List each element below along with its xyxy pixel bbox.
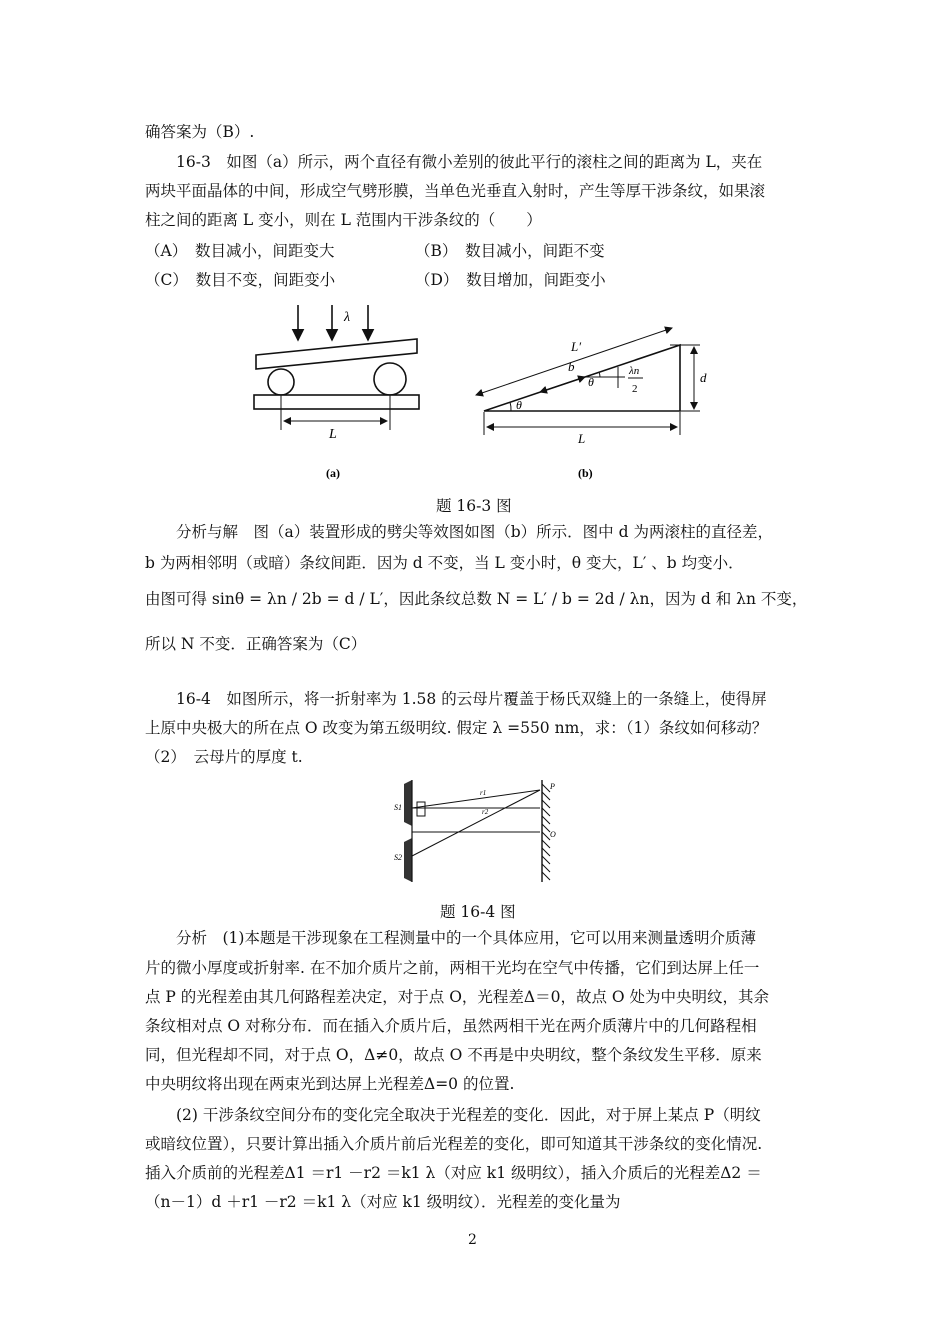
analysis-16-4-line-7: (2) 干涉条纹空间分布的变化完全取决于光程差的变化．因此，对于屏上某点 P（明纹 <box>176 1106 761 1124</box>
figure-16-3-caption: 题 16-3 图 <box>436 497 512 515</box>
analysis-16-4-line-6: 中央明纹将出现在两束光到达屏上光程差Δ=0 的位置. <box>145 1075 515 1093</box>
analysis-16-4-line-8: 或暗纹位置），只要计算出插入介质片前后光程差的变化，即可知道其干涉条纹的变化情况. <box>145 1135 763 1153</box>
page-number: 2 <box>468 1232 477 1248</box>
problem-16-3-line-2: 两块平面晶体的中间，形成空气劈形膜，当单色光垂直入射时，产生等厚干涉条纹，如果滚 <box>145 182 766 200</box>
option-a: （A） 数目减小，间距变大 <box>145 242 335 260</box>
figure-16-4 <box>390 778 580 888</box>
figure-16-4-caption: 题 16-4 图 <box>440 903 516 921</box>
analysis-16-4-line-5: 同，但光程却不同，对于点 O，Δ≠0，故点 O 不再是中央明纹，整个条纹发生平移．原来 <box>145 1046 762 1064</box>
r2-label: r2 <box>482 808 489 816</box>
solution-16-3-line-1: 分析与解 图（a）装置形成的劈尖等效图如图（b）所示．图中 d 为两滚柱的直径差， <box>176 523 773 541</box>
figure-16-3 <box>240 295 720 485</box>
analysis-16-4-line-4: 条纹相对点 O 对称分布．而在插入介质片后，虽然两相干光在两介质薄片中的几何路程相 <box>145 1017 757 1035</box>
problem-16-3-line-1: 16-3 如图（a）所示，两个直径有微小差别的彼此平行的滚柱之间的距离为 L，夹在 <box>176 153 763 171</box>
S2-label: S2 <box>394 853 402 862</box>
solution-16-3-line-3: 由图可得 sinθ = λn / 2b = d / L′，因此条纹总数 N = L′ / b = 2d / λn，因为 d 和 λn 不变， <box>145 590 808 608</box>
figure-b-caption: (b) <box>578 466 593 480</box>
problem-16-4-line-2: 上原中央极大的所在点 O 改变为第五级明纹. 假定 λ =550 nm，求：（1）条纹如何移动？ <box>145 719 768 737</box>
problem-16-3-line-3: 柱之间的距离 L 变小，则在 L 范围内干涉条纹的（ ） <box>145 211 542 229</box>
problem-16-4-line-1: 16-4 如图所示，将一折射率为 1.58 的云母片覆盖于杨氏双缝上的一条缝上，使得屏 <box>176 690 767 708</box>
option-b: （B） 数目减小，间距不变 <box>415 242 605 260</box>
problem-16-4-line-3: （2） 云母片的厚度 t. <box>145 748 303 766</box>
analysis-16-4-line-2: 片的微小厚度或折射率. 在不加介质片之前，两相干光均在空气中传播，它们到达屏上任一 <box>145 959 760 977</box>
option-c: （C） 数目不变，间距变小 <box>145 271 336 289</box>
fraction-two-label: 2 <box>632 383 638 395</box>
theta-inner-label: θ <box>588 375 594 389</box>
figure-a-L-label: L <box>329 427 337 442</box>
d-label: d <box>700 370 707 385</box>
S1-label: S1 <box>394 803 402 812</box>
analysis-16-4-line-3: 点 P 的光程差由其几何路程差决定，对于点 O，光程差Δ＝0，故点 O 处为中央明纹，其余 <box>145 988 770 1006</box>
option-d: （D） 数目增加，间距变小 <box>415 271 606 289</box>
L-prime-label: L′ <box>571 339 582 354</box>
figure-a-drawing <box>254 305 419 430</box>
figure-b-L-label: L <box>578 431 586 446</box>
theta-angle-label: θ <box>516 398 522 412</box>
lambda-label: λ <box>344 310 351 325</box>
solution-16-3-line-2: b 为两相邻明（或暗）条纹间距．因为 d 不变，当 L 变小时，θ 变大，L′ 、b 均变小． <box>145 554 744 572</box>
analysis-16-4-line-1: 分析 (1)本题是干涉现象在工程测量中的一个具体应用，它可以用来测量透明介质薄 <box>176 929 756 947</box>
analysis-16-4-line-9: 插入介质前的光程差Δ1 ＝r1 －r2 ＝k1 λ（对应 k1 级明纹），插入介质后的光程差Δ2 ＝ <box>145 1164 762 1182</box>
solution-16-3-line-4: 所以 N 不变．正确答案为（C） <box>145 635 367 653</box>
lambda-n-label: λn <box>629 365 640 377</box>
analysis-16-4-line-10: （n－1）d ＋r1 －r2 ＝k1 λ（对应 k1 级明纹）．光程差的变化量为 <box>145 1193 621 1211</box>
P-label: P <box>550 782 555 791</box>
O-label: O <box>550 830 556 839</box>
r1-label: r1 <box>480 789 487 797</box>
figure-a-caption: (a) <box>326 466 340 480</box>
intro-line: 确答案为（B）. <box>145 123 255 141</box>
b-label: b <box>568 359 575 374</box>
